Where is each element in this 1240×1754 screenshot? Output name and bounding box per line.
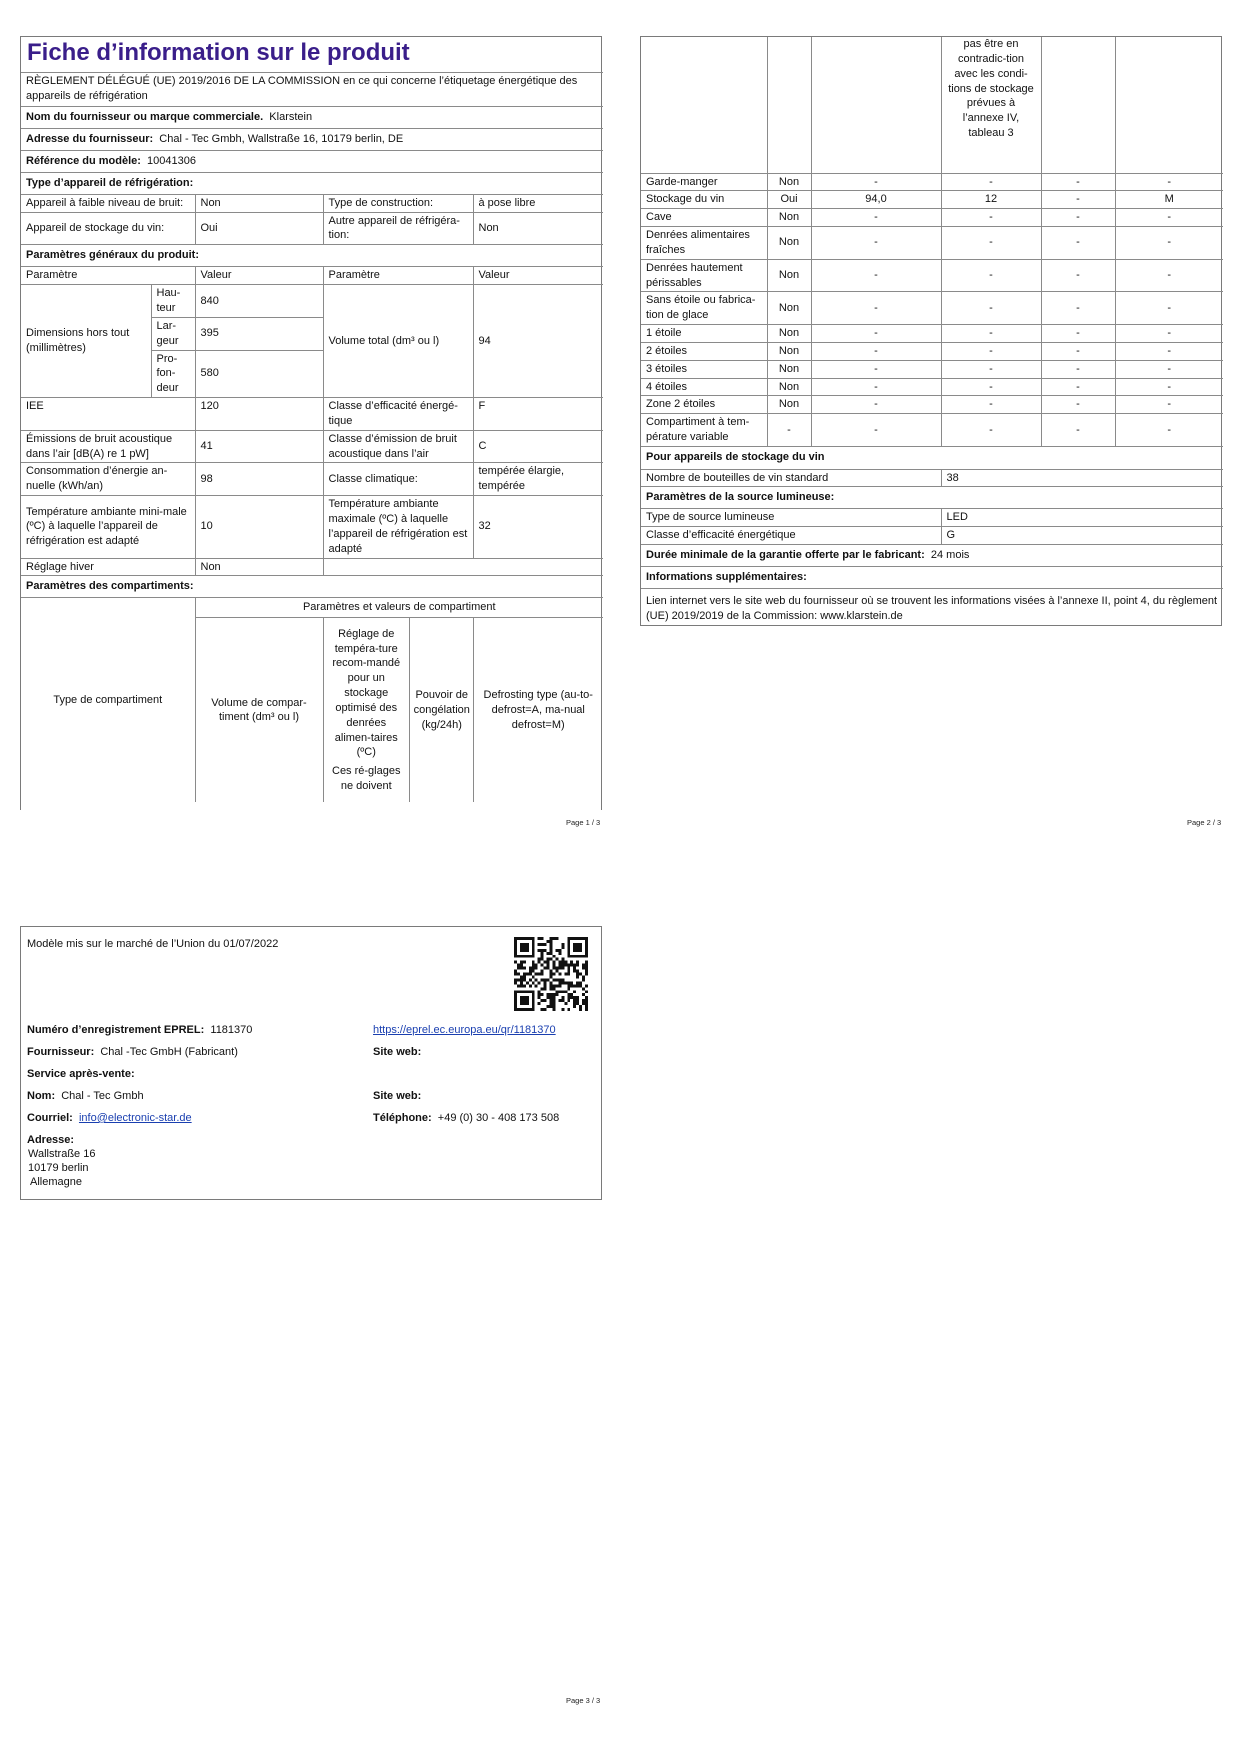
supplier-row — [21, 106, 603, 128]
qr-code-icon — [514, 937, 588, 1011]
compartment-heading: Paramètres des compartiments: — [21, 576, 603, 598]
email-label: Courriel: — [27, 1112, 73, 1124]
compartment-volume: - — [811, 259, 941, 292]
compartment-freeze: - — [1041, 342, 1115, 360]
table-row — [641, 396, 1223, 414]
address-line: Wallstraße 16 — [28, 1148, 96, 1160]
light-class-label: Classe d’efficacité énergétique — [641, 527, 941, 545]
compartment-defrost: - — [1115, 360, 1223, 378]
col-temp-cell — [324, 618, 410, 802]
after-sales-heading: Service après-vente: — [27, 1068, 135, 1080]
compartment-volume: - — [811, 342, 941, 360]
address-heading: Adresse: — [27, 1134, 75, 1146]
col-temp-subtable — [323, 618, 473, 803]
table-row — [641, 414, 1223, 447]
depth-value: 580 — [195, 350, 323, 398]
construction-label: Type de construction: — [323, 194, 473, 212]
compartment-freeze: - — [1041, 378, 1115, 396]
compartment-freeze: - — [1041, 259, 1115, 292]
warranty-value: 24 mois — [930, 549, 970, 562]
market-date: Modèle mis sur le marché de l’Union du 01/07/2022 — [27, 938, 279, 950]
iee-label: IEE — [21, 398, 195, 431]
low-noise-label: Appareil à faible niveau de bruit: — [21, 194, 195, 212]
width-value: 395 — [195, 317, 323, 350]
compartment-type: Stockage du vin — [641, 191, 767, 209]
compartment-temp: - — [941, 292, 1041, 325]
volume-value: 94 — [473, 285, 603, 398]
compartment-type: 4 étoiles — [641, 378, 767, 396]
eprel-link[interactable] — [373, 1023, 556, 1038]
compartment-freeze: - — [1041, 227, 1115, 260]
climate-label: Classe climatique: — [323, 463, 473, 496]
noise-label: Émissions de bruit acoustique dans l’air [dB(A) re 1 pW] — [21, 430, 195, 463]
consumption-value: 98 — [195, 463, 323, 496]
min-temp-value: 10 — [195, 496, 323, 558]
max-temp-value: 32 — [473, 496, 603, 558]
phone-row — [373, 1111, 559, 1126]
phone-value: +49 (0) 30 - 408 173 508 — [437, 1112, 560, 1124]
compartment-present: Non — [767, 173, 811, 191]
winter-value: Non — [195, 558, 323, 576]
compartment-volume: - — [811, 360, 941, 378]
compartment-temp: 12 — [941, 191, 1041, 209]
light-type-label: Type de source lumineuse — [641, 509, 941, 527]
title-text: Fiche d’information sur le produit — [27, 39, 410, 66]
noise-class-value: C — [473, 430, 603, 463]
address-line: 10179 berlin — [28, 1162, 89, 1174]
noise-value: 41 — [195, 430, 323, 463]
name-value: Chal - Tec Gmbh — [61, 1090, 144, 1102]
table-row — [641, 378, 1223, 396]
continued-cell-1 — [641, 37, 767, 173]
compartment-temp: - — [941, 360, 1041, 378]
compartment-type: 1 étoile — [641, 325, 767, 343]
compartment-type: Denrées alimentaires fraîches — [641, 227, 767, 260]
height-label: Hau-teur — [151, 285, 195, 318]
compartment-present: Non — [767, 325, 811, 343]
col-param-1: Paramètre — [21, 267, 195, 285]
compartment-type: Compartiment à tem-pérature variable — [641, 414, 767, 447]
low-noise-value: Non — [195, 194, 323, 212]
address-row — [21, 128, 603, 150]
compartment-present: Non — [767, 209, 811, 227]
compartment-volume: - — [811, 414, 941, 447]
other-appliance-value: Non — [473, 212, 603, 245]
regulation-text: RÈGLEMENT DÉLÉGUÉ (UE) 2019/2016 DE LA COMMISSION en ce qui concerne l’étiquetage énergétique des appareils de réfrigération — [21, 72, 603, 106]
address-label: Adresse du fournisseur: — [26, 132, 154, 145]
construction-value: à pose libre — [473, 194, 603, 212]
wine-heading: Pour appareils de stockage du vin — [641, 447, 1223, 469]
compartment-defrost: - — [1115, 325, 1223, 343]
compartment-temp: - — [941, 396, 1041, 414]
name-label: Nom: — [27, 1090, 56, 1102]
page-3 — [20, 926, 602, 1200]
compartment-type: Garde-manger — [641, 173, 767, 191]
max-temp-label: Température ambiante maximale (ºC) à laquelle l’appareil de réfrigération est adapté — [323, 496, 473, 558]
model-row — [21, 150, 603, 172]
table-row — [641, 292, 1223, 325]
compartment-temp: - — [941, 173, 1041, 191]
page-number-3: Page 3 / 3 — [566, 1696, 601, 1705]
compartment-freeze: - — [1041, 209, 1115, 227]
eprel-url[interactable]: https://eprel.ec.europa.eu/qr/1181370 — [373, 1024, 556, 1036]
continued-cell-3 — [811, 37, 941, 173]
compartment-volume: - — [811, 325, 941, 343]
col-temp-note: Ces ré-glages ne doivent — [332, 765, 401, 793]
col-defrost-header: Defrosting type (au-to-defrost=A, ma-nual defrost=M) — [473, 618, 603, 803]
compartment-volume: - — [811, 227, 941, 260]
compartment-defrost: - — [1115, 292, 1223, 325]
model-label: Référence du modèle: — [26, 154, 141, 167]
min-temp-label: Température ambiante mini-male (ºC) à laquelle l’appareil de réfrigération est adapté — [21, 496, 195, 558]
depth-label: Pro-fon-deur — [151, 350, 195, 398]
continued-note: pas être en contradic-tion avec les condi-tions de stockage prévues à l’annexe IV, tableau 3 — [941, 37, 1041, 173]
compartment-volume: - — [811, 378, 941, 396]
col-value-2: Valeur — [473, 267, 603, 285]
compartment-temp: - — [941, 414, 1041, 447]
light-type-value: LED — [941, 509, 1223, 527]
compartment-defrost: - — [1115, 378, 1223, 396]
col-freeze-header: Pouvoir de congélation (kg/24h) — [413, 689, 470, 731]
page-number: Page 1 / 3 — [566, 818, 601, 827]
compartment-present: Non — [767, 259, 811, 292]
compartment-freeze: - — [1041, 191, 1115, 209]
table-row — [641, 259, 1223, 292]
compartment-defrost: - — [1115, 342, 1223, 360]
compartment-temp: - — [941, 325, 1041, 343]
wine-light-table — [641, 447, 1223, 629]
model-value: 10041306 — [147, 154, 196, 167]
col-param-2: Paramètre — [323, 267, 473, 285]
compartment-temp: - — [941, 209, 1041, 227]
supplier-value: Klarstein — [269, 110, 313, 123]
fournisseur-value: Chal -Tec GmbH (Fabricant) — [100, 1046, 238, 1058]
address-value: Chal - Tec Gmbh, Wallstraße 16, 10179 berlin, DE — [159, 132, 404, 145]
compartment-temp: - — [941, 227, 1041, 260]
table-row — [641, 342, 1223, 360]
compartment-volume: 94,0 — [811, 191, 941, 209]
type-heading: Type d’appareil de réfrigération: — [21, 172, 603, 194]
compartment-type: Cave — [641, 209, 767, 227]
compartment-freeze: - — [1041, 173, 1115, 191]
warranty-row — [641, 545, 1223, 567]
wine-storage-value: Oui — [195, 212, 323, 245]
extra-heading: Informations supplémentaires: — [641, 567, 1223, 589]
compartment-defrost: - — [1115, 227, 1223, 260]
light-class-value: G — [941, 527, 1223, 545]
extra-text: Lien internet vers le site web du fournisseur où se trouvent les informations visées à l’annexe II, point 4, du règlement (UE) 2019/2019 de la Commission: www.klarstein.de — [641, 589, 1223, 629]
warranty-label: Durée minimale de la garantie offerte par le fabricant: — [646, 549, 925, 562]
consumption-label: Consommation d’énergie an-nuelle (kWh/an) — [21, 463, 195, 496]
compartment-volume: - — [811, 209, 941, 227]
energy-class-value: F — [473, 398, 603, 431]
compartment-freeze: - — [1041, 360, 1115, 378]
eprel-label: Numéro d’enregistrement EPREL: — [27, 1024, 205, 1036]
compartment-type: Denrées hautement périssables — [641, 259, 767, 292]
table-row — [641, 360, 1223, 378]
dimensions-label: Dimensions hors tout (millimètres) — [21, 285, 151, 398]
height-value: 840 — [195, 285, 323, 318]
compartment-freeze: - — [1041, 325, 1115, 343]
compartment-freeze: - — [1041, 396, 1115, 414]
wine-storage-label: Appareil de stockage du vin: — [21, 212, 195, 245]
compartment-group-header: Paramètres et valeurs de compartiment — [195, 598, 603, 618]
compartment-defrost: - — [1115, 396, 1223, 414]
phone-label: Téléphone: — [373, 1112, 432, 1124]
continued-cell-2 — [767, 37, 811, 173]
winter-label: Réglage hiver — [21, 558, 195, 576]
table-row — [641, 325, 1223, 343]
col-temp-header: Réglage de tempéra-ture recom-mandé pour un stockage optimisé des denrées alimen-taires (ºC) — [332, 627, 401, 759]
compartment-temp: - — [941, 342, 1041, 360]
compartment-defrost: - — [1115, 209, 1223, 227]
product-info-table — [21, 37, 603, 802]
compartment-defrost: - — [1115, 414, 1223, 447]
table-row — [641, 173, 1223, 191]
table-row — [641, 191, 1223, 209]
page-title — [21, 37, 603, 72]
page-2 — [640, 36, 1222, 626]
bottles-value: 38 — [941, 469, 1223, 487]
compartment-volume: - — [811, 396, 941, 414]
table-row — [641, 227, 1223, 260]
compartment-type: Sans étoile ou fabrica-tion de glace — [641, 292, 767, 325]
website-label: Site web: — [373, 1046, 422, 1058]
compartment-present: Non — [767, 292, 811, 325]
general-heading: Paramètres généraux du produit: — [21, 245, 603, 267]
eprel-value: 1181370 — [210, 1024, 253, 1036]
bottles-label: Nombre de bouteilles de vin standard — [641, 469, 941, 487]
name-row — [27, 1089, 144, 1104]
compartment-table — [641, 37, 1223, 447]
light-heading: Paramètres de la source lumineuse: — [641, 487, 1223, 509]
compartment-defrost: M — [1115, 191, 1223, 209]
width-label: Lar-geur — [151, 317, 195, 350]
compartment-temp: - — [941, 378, 1041, 396]
address-block — [28, 1147, 95, 1189]
email-link[interactable]: info@electronic-star.de — [78, 1112, 192, 1124]
fournisseur-row — [27, 1045, 238, 1060]
fournisseur-label: Fournisseur: — [27, 1046, 95, 1058]
email-row — [27, 1111, 192, 1126]
compartment-present: Non — [767, 342, 811, 360]
eprel-row — [27, 1023, 252, 1038]
compartment-type: 2 étoiles — [641, 342, 767, 360]
compartment-volume: - — [811, 292, 941, 325]
compartment-present: - — [767, 414, 811, 447]
volume-label: Volume total (dm³ ou l) — [323, 285, 473, 398]
continued-cell-6 — [1115, 37, 1223, 173]
noise-class-label: Classe d’émission de bruit acoustique dans l’air — [323, 430, 473, 463]
col-value-1: Valeur — [195, 267, 323, 285]
iee-value: 120 — [195, 398, 323, 431]
table-row — [641, 209, 1223, 227]
compartment-type: Zone 2 étoiles — [641, 396, 767, 414]
compartment-present: Non — [767, 378, 811, 396]
compartment-temp: - — [941, 259, 1041, 292]
continued-cell-5 — [1041, 37, 1115, 173]
supplier-label: Nom du fournisseur ou marque commerciale. — [26, 110, 264, 123]
col-type-header: Type de compartiment — [21, 598, 195, 803]
compartment-present: Non — [767, 360, 811, 378]
website2-label: Site web: — [373, 1090, 422, 1102]
compartment-defrost: - — [1115, 259, 1223, 292]
compartment-present: Oui — [767, 191, 811, 209]
address-line: Allemagne — [30, 1176, 82, 1188]
col-volume-header: Volume de compar-timent (dm³ ou l) — [195, 618, 323, 803]
compartment-present: Non — [767, 227, 811, 260]
climate-value: tempérée élargie, tempérée — [473, 463, 603, 496]
page-1 — [20, 36, 602, 810]
compartment-present: Non — [767, 396, 811, 414]
compartment-type: 3 étoiles — [641, 360, 767, 378]
compartment-freeze: - — [1041, 414, 1115, 447]
compartment-freeze: - — [1041, 292, 1115, 325]
energy-class-label: Classe d’efficacité énergé-tique — [323, 398, 473, 431]
empty-cell — [323, 558, 603, 576]
other-appliance-label: Autre appareil de réfrigéra-tion: — [323, 212, 473, 245]
page-number-2: Page 2 / 3 — [1187, 818, 1222, 827]
compartment-volume: - — [811, 173, 941, 191]
compartment-defrost: - — [1115, 173, 1223, 191]
